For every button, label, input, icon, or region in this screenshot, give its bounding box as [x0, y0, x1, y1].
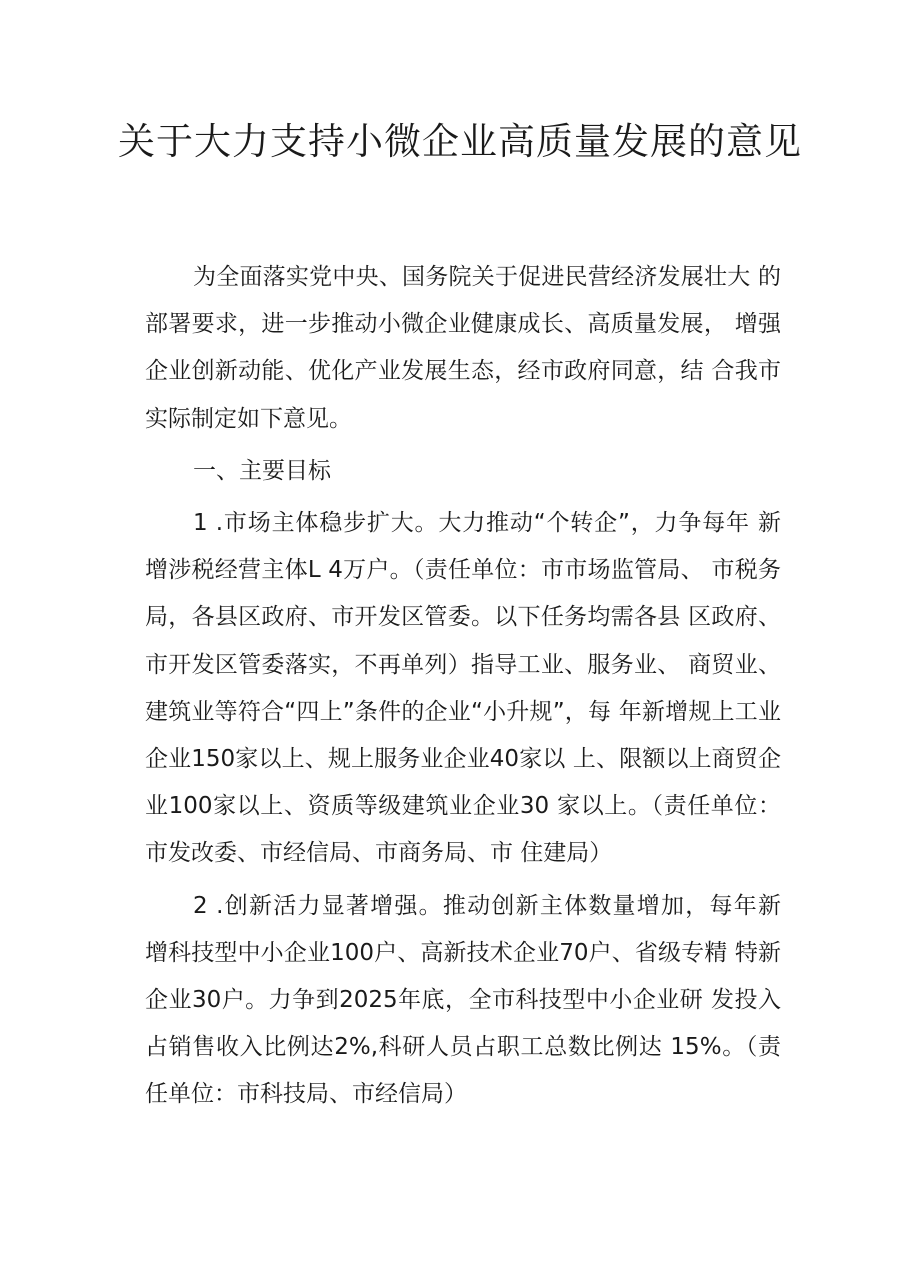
- intro-paragraph: 为全面落实党中央、国务院关于促进民营经济发展壮大 的部署要求，进一步推动小微企业健康成长、高质量发展， 增强企业创新动能、优化产业发展生态，经市政府同意，结 合我市实际制定如下意见。: [145, 264, 781, 432]
- document-body: [145, 254, 781, 1124]
- section-heading-main-goals: 一、主要目标: [193, 457, 331, 484]
- goal-paragraph-2: 2 .创新活力显著增强。推动创新主体数量增加，每年新 增科技型中小企业100户、高新技术企业70户、省级专精 特新企业30户。力争到2025年底，全市科技型中小企业研 发投入占销售收入比例达2%,科研人员占职工总数比例达 15%。（责任单位：市科技局、市经信局）: [145, 892, 781, 1108]
- document-title: 关于大力支持小微企业高质量发展的意见: [118, 120, 802, 163]
- goal-paragraph-1: 1 .市场主体稳步扩大。大力推动“个转企”，力争每年 新增涉税经营主体L 4万户。（责任单位：市市场监管局、 市税务局，各县区政府、市开发区管委。以下任务均需各县 区政府、市开发区管委落实，不再单列）指导工业、服务业、 商贸业、建筑业等符合“四上”条件的企业“小升规”，每 年新增规上工业企业150家以上、规上服务业企业40家以 上、限额以上商贸企业100家以上、资质等级建筑业企业30 家以上。（责任单位：市发改委、市经信局、市商务局、市 住建局）: [145, 510, 781, 867]
